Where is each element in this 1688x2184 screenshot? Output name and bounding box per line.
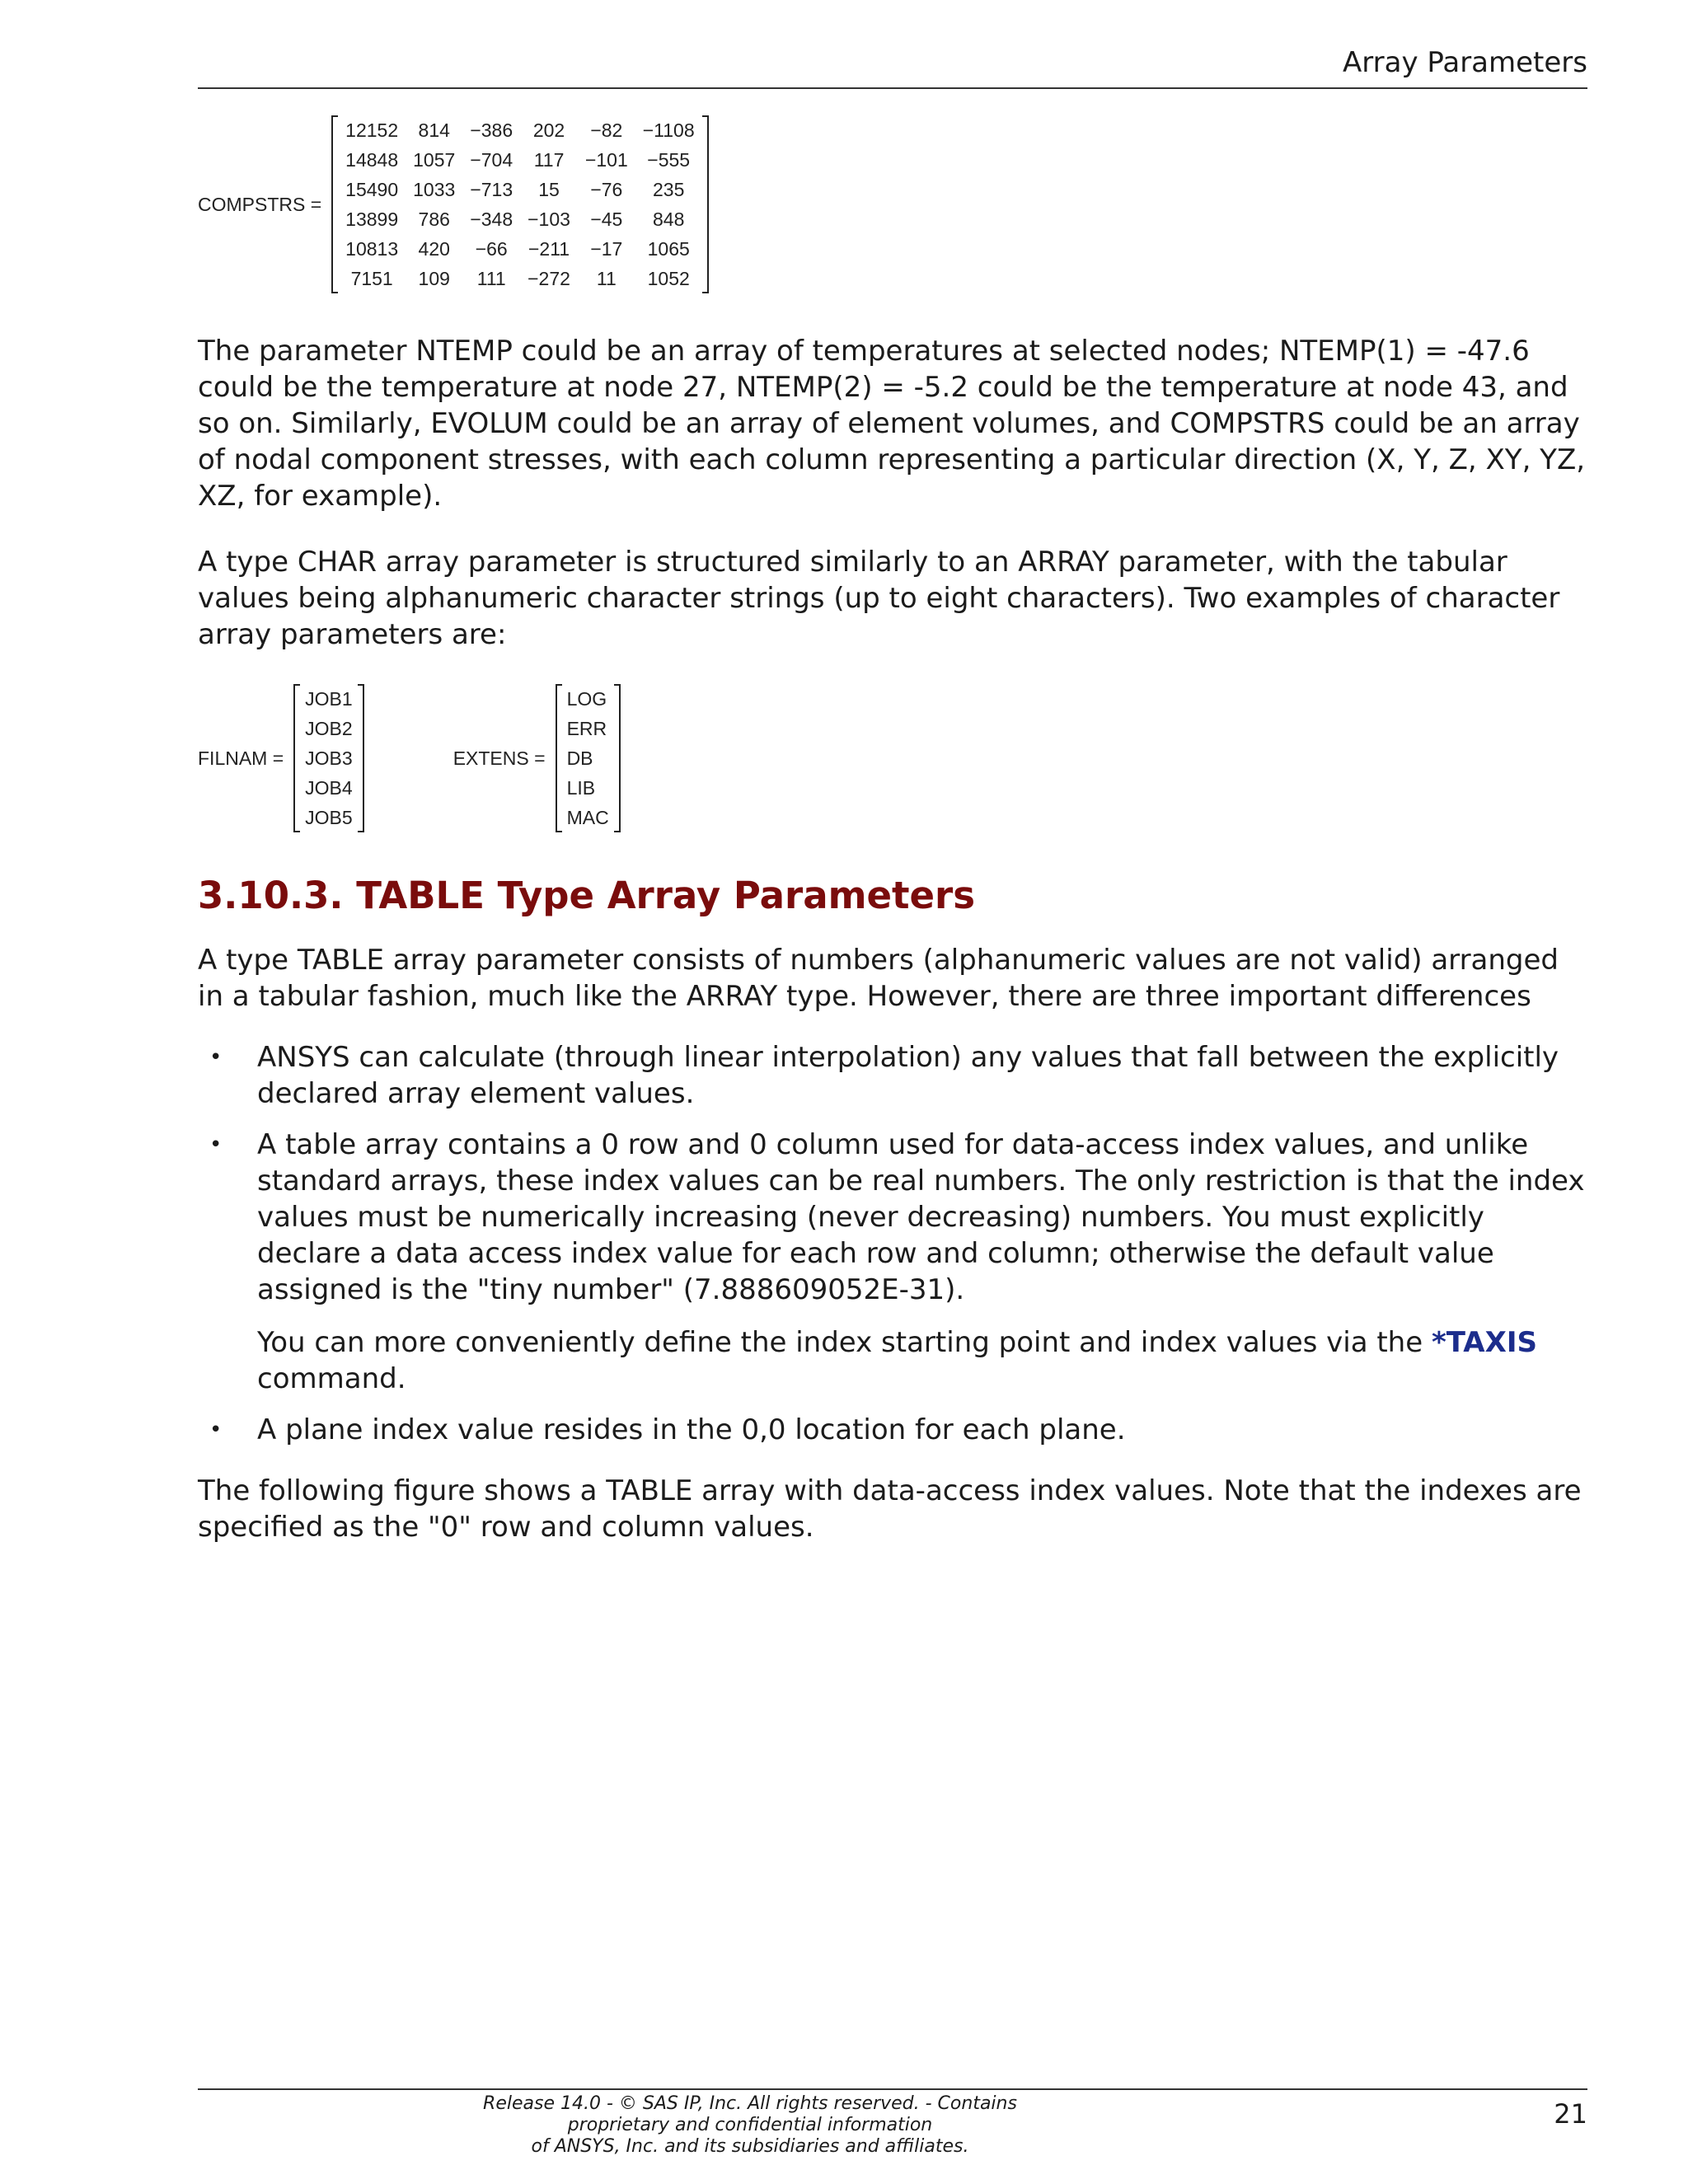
- matrix-row: [562, 684, 614, 714]
- matrix-cell: −704: [470, 148, 513, 171]
- matrix-cell: −211: [528, 237, 570, 260]
- matrix-cell: −1108: [642, 119, 695, 141]
- extens-table: [562, 684, 614, 832]
- matrix-cell: LIB: [566, 776, 596, 799]
- compstrs-matrix-figure: [198, 115, 1587, 293]
- footer-line-1: Release 14.0 - © SAS IP, Inc. All rights reserved. - Contains proprietary and confidential information: [483, 2093, 1017, 2135]
- taxis-note-text-end: command.: [257, 1362, 406, 1395]
- filnam-matrix-figure: [198, 684, 364, 832]
- taxis-note: [257, 1324, 1587, 1397]
- matrix-cell: ERR: [566, 717, 607, 739]
- matrix-cell: −101: [584, 148, 628, 171]
- matrix-cell: −348: [470, 208, 513, 230]
- bullet-icon: •: [209, 1045, 223, 1070]
- matrix-row: [562, 803, 614, 832]
- matrix-cell: 848: [653, 208, 685, 230]
- taxis-command-link[interactable]: *TAXIS: [1431, 1326, 1537, 1359]
- matrix-cell: 10813: [345, 237, 399, 260]
- matrix-cell: 117: [533, 148, 565, 171]
- bullet-icon: •: [209, 1132, 223, 1157]
- compstrs-label: COMPSTRS =: [198, 193, 322, 215]
- matrix-cell: 111: [476, 267, 506, 289]
- footer-line-2: of ANSYS, Inc. and its subsidiaries and affiliates.: [531, 2136, 969, 2157]
- matrix-row: [338, 234, 701, 264]
- matrix-cell: −45: [590, 208, 623, 230]
- bullet-icon: •: [209, 1418, 223, 1442]
- matrix-cell: 7151: [350, 267, 393, 289]
- matrix-row: [562, 743, 614, 773]
- matrix-cell: −555: [647, 148, 691, 171]
- matrix-row: [300, 714, 358, 743]
- filnam-matrix: [293, 684, 364, 832]
- matrix-row: [562, 714, 614, 743]
- filnam-label: FILNAM =: [198, 747, 284, 769]
- matrix-cell: JOB5: [305, 806, 353, 828]
- matrix-cell: −76: [590, 178, 623, 200]
- matrix-cell: 202: [532, 119, 565, 141]
- differences-list: [198, 1039, 1587, 1448]
- footer-copyright: [462, 2093, 1039, 2158]
- list-item: [198, 1127, 1587, 1397]
- running-header-title: Array Parameters: [1343, 46, 1587, 79]
- list-item-text: A plane index value resides in the 0,0 location for each plane.: [257, 1413, 1126, 1446]
- matrix-cell: 235: [653, 178, 685, 200]
- matrix-cell: 786: [418, 208, 450, 230]
- paragraph-table-figure-intro: The following figure shows a TABLE array with data-access index values. Note that the indexes are specified as the "0" row and column values.: [198, 1474, 1582, 1544]
- filnam-table: [300, 684, 358, 832]
- matrix-cell: JOB1: [305, 687, 353, 710]
- matrix-cell: 1052: [647, 267, 690, 289]
- header-divider: [198, 87, 1587, 89]
- list-item-text: A table array contains a 0 row and 0 column used for data-access index values, and unlike standard arrays, these index values can be real numbers. The only restriction is that the index values must be numerically increasing (never decreasing) numbers. You must explicitly declare a data access index value for each row and column; otherwise the default value assigned is the "tiny number" (7.888609052E-31).: [257, 1128, 1585, 1306]
- matrix-cell: JOB4: [305, 776, 353, 799]
- matrix-cell: −272: [528, 267, 570, 289]
- compstrs-table: [338, 115, 701, 293]
- matrix-cell: −17: [590, 237, 623, 260]
- list-item-text: ANSYS can calculate (through linear interpolation) any values that fall between the explicitly declared array element values.: [257, 1041, 1559, 1110]
- page-number: 21: [1554, 2098, 1587, 2130]
- matrix-cell: 1065: [647, 237, 690, 260]
- matrix-cell: JOB3: [305, 747, 353, 769]
- char-array-figures: [198, 684, 1587, 832]
- footer-divider: [198, 2088, 1587, 2090]
- matrix-row: [338, 175, 701, 204]
- taxis-note-text: You can more conveniently define the index starting point and index values via the: [257, 1326, 1432, 1359]
- matrix-row: [300, 773, 358, 803]
- matrix-cell: −713: [470, 178, 513, 200]
- matrix-row: [338, 204, 701, 234]
- matrix-cell: 1033: [413, 178, 456, 200]
- matrix-cell: −386: [470, 119, 513, 141]
- page-content: [198, 115, 1587, 1545]
- matrix-cell: 12152: [345, 119, 399, 141]
- matrix-cell: 15: [538, 178, 560, 200]
- extens-matrix-figure: [453, 684, 621, 832]
- matrix-row: [338, 145, 701, 175]
- matrix-row: [562, 773, 614, 803]
- matrix-row: [300, 803, 358, 832]
- paragraph-char-array: A type CHAR array parameter is structured similarly to an ARRAY parameter, with the tabular values being alphanumeric character strings (up to eight characters). Two examples of character array parameters are:: [198, 546, 1560, 651]
- matrix-cell: 420: [418, 237, 450, 260]
- matrix-cell: 814: [418, 119, 450, 141]
- matrix-row: [300, 743, 358, 773]
- paragraph-table-type: A type TABLE array parameter consists of numbers (alphanumeric values are not valid) arranged in a tabular fashion, much like the ARRAY type. However, there are three important differences: [198, 944, 1559, 1013]
- extens-matrix: [556, 684, 621, 832]
- matrix-row: [300, 684, 358, 714]
- matrix-cell: 15490: [345, 178, 399, 200]
- matrix-cell: −66: [475, 237, 508, 260]
- matrix-row: [338, 115, 701, 145]
- matrix-cell: 11: [596, 267, 617, 289]
- matrix-cell: −82: [590, 119, 623, 141]
- matrix-cell: LOG: [566, 687, 607, 710]
- matrix-cell: 1057: [413, 148, 456, 171]
- matrix-cell: JOB2: [305, 717, 353, 739]
- compstrs-matrix: [331, 115, 708, 293]
- matrix-cell: 14848: [345, 148, 399, 171]
- matrix-cell: −103: [528, 208, 570, 230]
- matrix-row: [338, 264, 701, 293]
- paragraph-ntemp: The parameter NTEMP could be an array of temperatures at selected nodes; NTEMP(1) = -47.6 could be the temperature at node 27, NTEMP(2) = -5.2 could be the temperature at node 43, and so on. Similarly, EVOLUM could be an array of element volumes, and COMPSTRS could be an array of nodal component stresses, with each column representing a particular direction (X, Y, Z, XY, YZ, XZ, for example).: [198, 335, 1586, 513]
- matrix-cell: MAC: [566, 806, 609, 828]
- extens-label: EXTENS =: [452, 747, 546, 769]
- list-item: [198, 1039, 1587, 1112]
- matrix-cell: 109: [418, 267, 450, 289]
- list-item: [198, 1412, 1587, 1448]
- matrix-cell: 13899: [345, 208, 399, 230]
- matrix-cell: DB: [566, 747, 593, 769]
- section-heading: 3.10.3. TABLE Type Array Parameters: [198, 874, 976, 917]
